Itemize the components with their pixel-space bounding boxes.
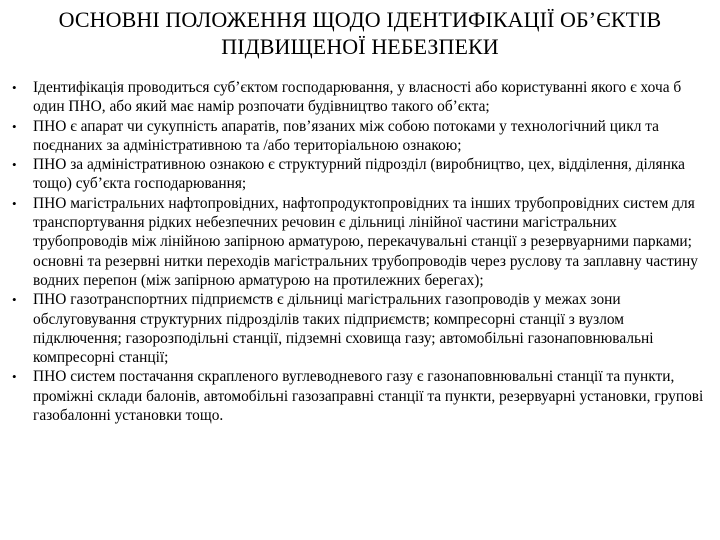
bullet-text: Ідентифікація проводиться суб’єктом господарювання, у власності або користуванні якого є хоча б один ПНО, або який має намір розпочати будівництво такого об’єкта; [33, 79, 682, 116]
bullet-item [0, 78, 714, 117]
bullet-dot-icon: • [12, 369, 17, 385]
bullet-text: ПНО газотранспортних підприємств є дільниці магістральних газопроводів у межах зони обслуговування структурних підрозділів таких підприємств; компресорні станції з вузлом підключення; газорозподільні станції, підземні сховища газу; автомобільні газонаповнювальні компресорні станції; [33, 291, 654, 367]
bullet-item [0, 194, 714, 290]
title-line-2: ПІДВИЩЕНОЇ НЕБЕЗПЕКИ [221, 34, 499, 59]
slide-title [0, 6, 720, 60]
bullet-item [0, 117, 714, 156]
bullet-dot-icon: • [12, 118, 17, 134]
bullet-dot-icon: • [12, 157, 17, 173]
title-line-1: ОСНОВНІ ПОЛОЖЕННЯ ЩОДО ІДЕНТИФІКАЦІЇ ОБ’ЄКТІВ [58, 7, 662, 32]
bullet-item [0, 290, 714, 367]
bullet-item [0, 367, 714, 425]
bullet-text: ПНО за адміністративною ознакою є структурний підрозділ (виробництво, цех, відділення, ділянка тощо) суб’єкта господарювання; [33, 156, 685, 193]
bullet-text: ПНО магістральних нафтопровідних, нафтопродуктопровідних та інших трубопровідних систем для транспортування рідких небезпечних речовин є дільниці лінійної частини магістральних трубопроводів між лінійною запірною арматурою, перекачувальні станції з резервуарними парками; основні та резервні нитки переходів магістральних трубопроводів через руслову та заплавну частину водних перепон (між запірною арматурою на протилежних берегах); [33, 194, 698, 289]
bullet-text: ПНО є апарат чи сукупність апаратів, пов’язаних між собою потоками у технологічний цикл та поєднаних за адміністративною та /або територіальною ознакою; [33, 117, 659, 154]
bullet-text: ПНО систем постачання скрапленого вуглеводневого газу є газонаповнювальні станції та пункти, проміжні склади балонів, автомобільні газозаправні станції та пункти, резервуарні установки, групові газобалонні установки тощо. [33, 368, 704, 425]
bullet-list [0, 78, 714, 425]
bullet-dot-icon: • [12, 292, 17, 308]
bullet-dot-icon: • [12, 80, 17, 95]
bullet-dot-icon: • [12, 195, 17, 211]
bullet-item [0, 155, 714, 194]
